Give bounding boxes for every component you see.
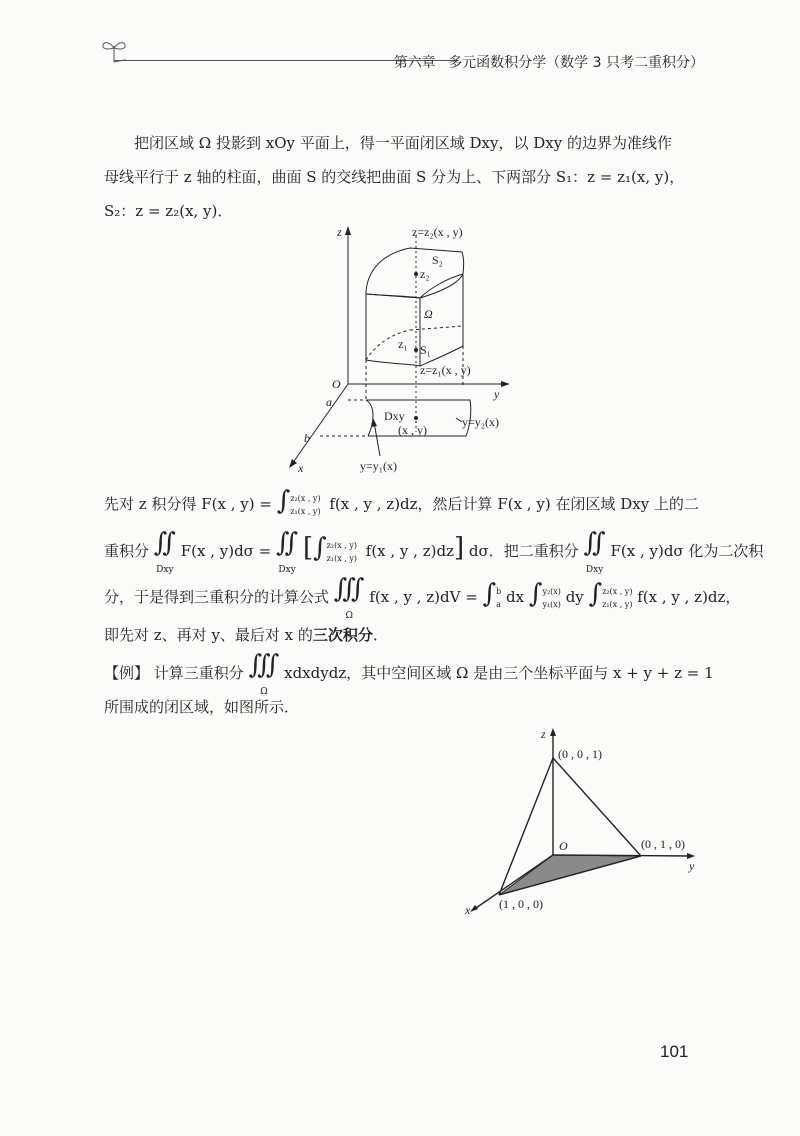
example-text-a: 计算三重积分 [153, 664, 244, 682]
triple-iterated-integral-term: 三次积分 [312, 626, 373, 644]
example-text-b: xdxdydz，其中空间区域 Ω 是由三个坐标平面与 x + y + z = 1 [284, 664, 714, 682]
example-line-1 [104, 650, 714, 698]
fig1-b-label: b [304, 431, 310, 445]
figure-cylinder-region [280, 222, 540, 480]
fig1-x-label: x [298, 461, 304, 475]
fig2-origin-label: O [559, 839, 568, 853]
para1-line3: S₂：z = z₂(x, y)． [104, 202, 233, 220]
limit-z-upper: z₂(x , y) [602, 587, 633, 596]
line4-text: 即先对 z、再对 y、最后对 x 的 [104, 626, 313, 644]
para1-line1: 把闭区域 Ω 投影到 xOy 平面上，得一平面闭区域 Dxy，以 Dxy 的边界为准线作 [134, 134, 672, 152]
integral-symbol: ∫ [276, 486, 291, 516]
fig2-point-y: (0 , 1 , 0) [641, 837, 685, 851]
limit-y-upper: y₂(x) [542, 587, 561, 596]
limit-z-lower: z₁(x , y) [602, 600, 633, 609]
double-integral-2: ∬ Dxy [276, 528, 299, 575]
formula3-text-e: f(x , y , z)dz， [637, 588, 741, 606]
formula2-text-e: F(x , y)dσ 化为二次积 [610, 542, 764, 560]
limit-lower-2: z₁(x , y) [326, 554, 357, 563]
paragraph-projection [104, 126, 704, 228]
x-axis-line [292, 384, 348, 464]
formula3-dx: dx [506, 588, 525, 606]
formula-line-4 [104, 624, 388, 645]
page-header [100, 36, 712, 76]
chapter-name: 多元函数积分学（数学 3 只考二重积分） [448, 55, 704, 71]
formula-line-2: 重积分 ∬ Dxy F(x , y)dσ = ∬ Dxy [∫z₂(x , y) z₁(x , y) f(x , y , z)dz] dσ．把二重积分 ∬ Dxy F(x , y)dσ 化为二次积 [104, 528, 764, 575]
formula2-text-a: 重积分 [104, 542, 150, 560]
formula3-text-b: f(x , y , z)dV = [369, 588, 478, 606]
double-integral-1: ∬ Dxy [153, 528, 176, 575]
example-triple-integral: ∭ Ω [248, 650, 280, 697]
double-integral-3: ∬ Dxy [583, 528, 606, 575]
chapter-title [386, 52, 704, 72]
fig2-y-axis [553, 855, 690, 856]
omega-sub: Ω [345, 611, 353, 621]
fig2-z-label: z [541, 727, 546, 741]
example-line-2: 所围成的闭区域，如图所示． [104, 698, 300, 716]
fig1-z2-label: z₂ [420, 267, 430, 281]
fig2-x-label: x [465, 903, 471, 917]
formula-line-1 [104, 486, 699, 518]
dxy-sub-1: Dxy [156, 565, 174, 575]
fig1-z1-label: z₁ [398, 337, 408, 351]
formula1-text-b: f(x , y , z)dz，然后计算 F(x , y) 在闭区域 Dxy 上的二 [329, 495, 699, 513]
fig1-y-label: y [494, 387, 500, 401]
triple-integral: ∭ Ω [333, 574, 365, 621]
limit-y-lower: y₁(x) [542, 600, 561, 609]
formula3-dy: dy [565, 588, 584, 606]
fig1-s1-label: S₁ [420, 343, 431, 357]
limit-a: a [496, 600, 501, 609]
formula1-text-a: 先对 z 积分得 F(x , y) = [104, 495, 272, 513]
para1-line2: 母线平行于 z 轴的柱面，曲面 S 的交线把曲面 S 分为上、下两部分 S₁：z = z₁(x, y)， [104, 168, 685, 186]
dxy-sub-2: Dxy [278, 565, 296, 575]
fig1-s2-label: S₂ [432, 253, 443, 267]
limit-b: b [496, 587, 502, 596]
fig1-top-eq: z=z₂(x , y) [412, 225, 463, 239]
fig1-omega-label: Ω [424, 307, 433, 321]
formula2-text-d: dσ．把二重积分 [468, 542, 579, 560]
formula2-text-c: f(x , y , z)dz [365, 542, 454, 560]
example-omega-sub: Ω [260, 687, 268, 697]
chapter-label: 第六章 [393, 55, 436, 71]
fig1-bottom-eq: z=z₁(x , y) [420, 363, 471, 377]
example-tag: 【例】 [104, 664, 150, 682]
limit-lower: z₁(x , y) [290, 507, 321, 516]
dxy-sub-3: Dxy [585, 565, 604, 575]
fig1-a-label: a [326, 395, 332, 409]
line4-end: ． [372, 626, 388, 644]
formula2-text-b: F(x , y)dσ = [180, 542, 272, 560]
formula-line-3: 分，于是得到三重积分的计算公式 ∭ Ω f(x , y , z)dV = ∫b a dx ∫y₂(x) y₁(x) dy ∫z₂(x , y) z₁(x , y) f(x , y , z)dz， [104, 574, 741, 621]
formula1-limits [290, 492, 320, 518]
fig2-point-x: (1 , 0 , 0) [499, 897, 543, 911]
page-number: 101 [660, 1042, 689, 1061]
fig2-y-label: y [689, 859, 695, 873]
fig2-point-z: (0 , 0 , 1) [558, 747, 602, 761]
formula3-text-a: 分，于是得到三重积分的计算公式 [104, 588, 330, 606]
fig1-curve2-label: y=y₂(x) [462, 415, 499, 429]
figure-tetrahedron [455, 724, 705, 920]
fig1-point-label: (x , y) [398, 423, 427, 437]
fig1-curve1-label: y=y₁(x) [360, 459, 397, 473]
fig1-origin-label: O [332, 377, 341, 391]
fig1-dxy-label: Dxy [384, 409, 405, 423]
limit-upper-2: z₂(x , y) [326, 541, 357, 550]
limit-upper: z₂(x , y) [290, 494, 321, 503]
fig1-z-label: z [337, 225, 342, 239]
